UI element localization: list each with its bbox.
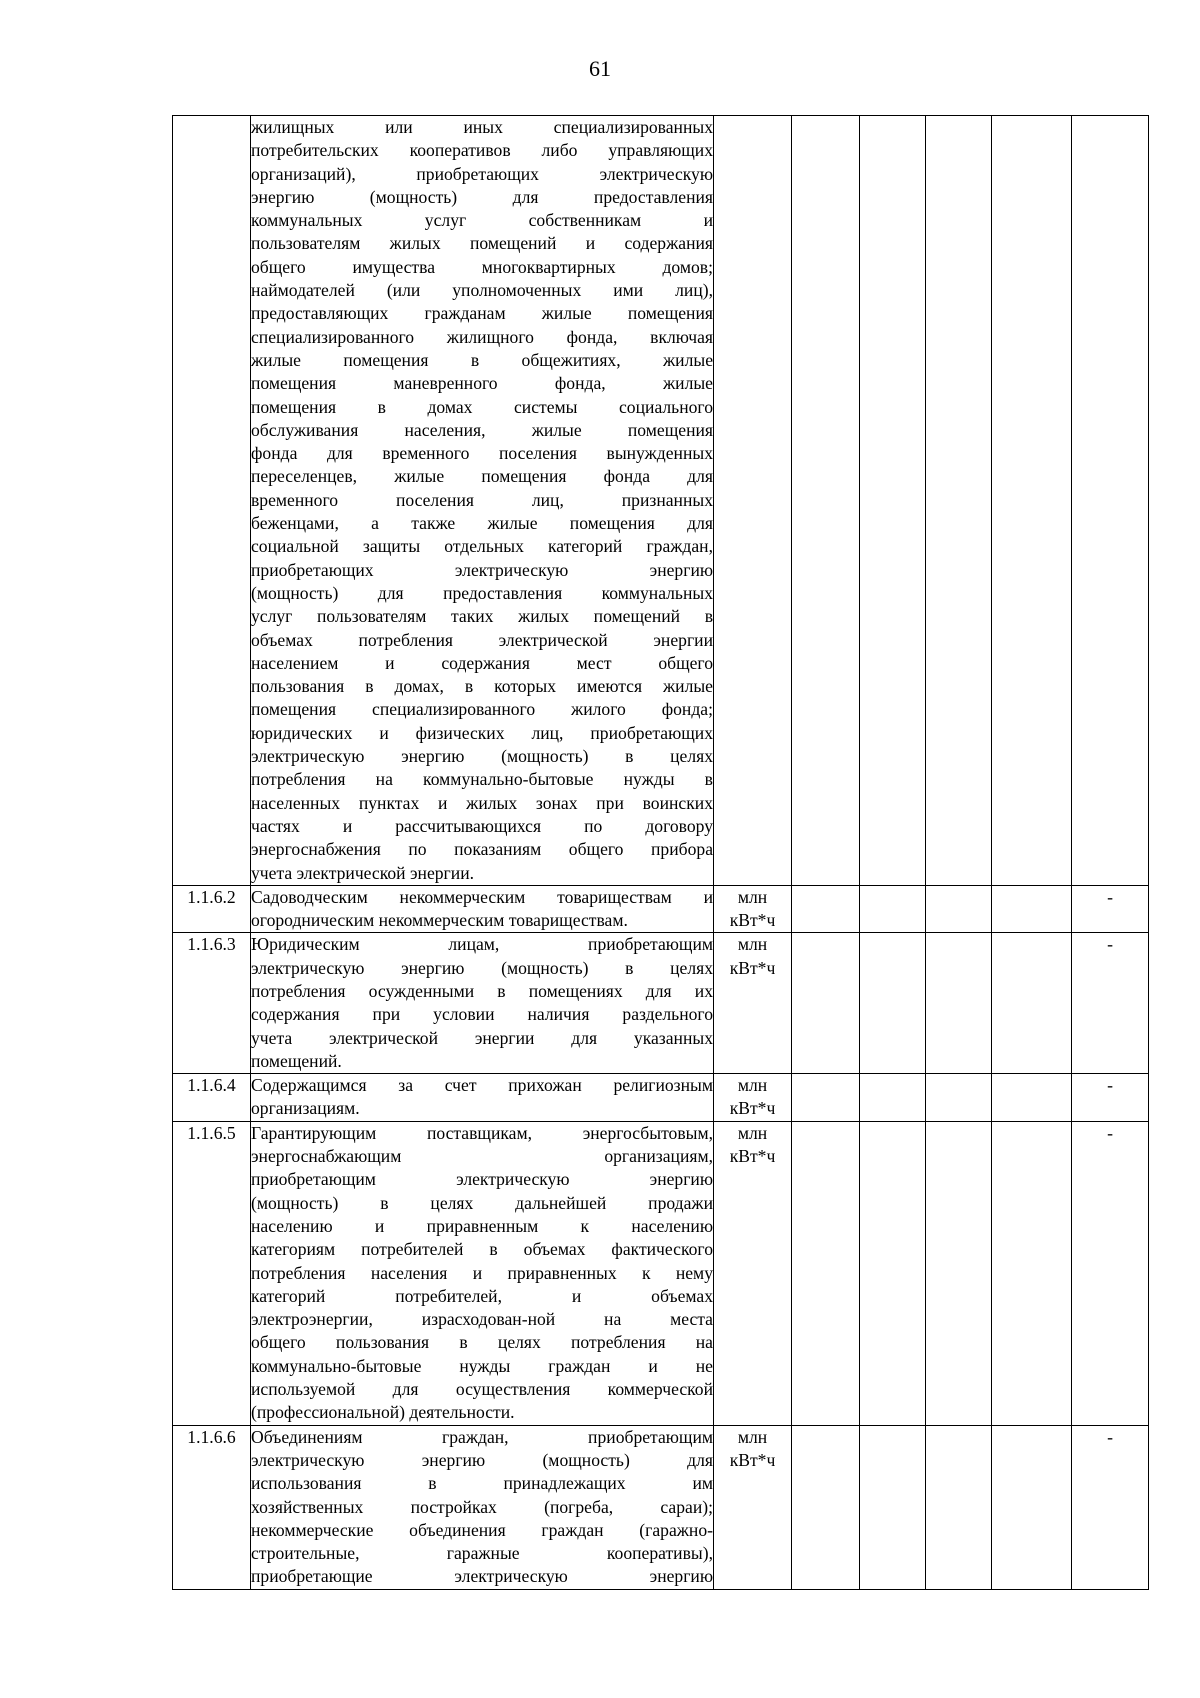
empty-cell	[860, 116, 926, 886]
description-line: строительные, гаражные кооперативы),	[251, 1543, 713, 1564]
empty-cell	[860, 1425, 926, 1589]
unit-line: кВт*ч	[729, 1449, 776, 1470]
description-line: Содержащимся за счет прихожан религиозным	[251, 1075, 713, 1096]
empty-cell	[792, 885, 860, 933]
table-row	[173, 885, 1149, 933]
description-line: переселенцев, жилые помещения фонда для	[251, 466, 713, 487]
description-line: (профессиональной) деятельности.	[251, 1402, 515, 1423]
description-line: Садоводческим некоммерческим товариществам и	[251, 886, 713, 907]
description-line: общего пользования в целях потребления на	[251, 1332, 713, 1353]
page-number: 61	[589, 56, 611, 81]
row-description	[251, 116, 714, 886]
description-line: энергию (мощность) для предоставления	[251, 186, 713, 207]
description-line: населением и содержания мест общего	[251, 652, 713, 673]
row-number	[173, 116, 251, 886]
description-line: использования в принадлежащих им	[251, 1473, 713, 1494]
description-line: потребления населения и приравненных к нему	[251, 1262, 713, 1283]
description-line: Юридическим лицам, приобретающим	[251, 934, 713, 955]
description-line: (мощность) в целях дальнейшей продажи	[251, 1192, 713, 1213]
description-line: приобретающие электрическую энергию	[251, 1566, 713, 1587]
description-line: помещения в домах системы социального	[251, 396, 713, 417]
description-line: учета электрической энергии.	[251, 862, 475, 883]
empty-cell	[792, 933, 860, 1074]
row-description	[251, 933, 714, 1074]
description-line: хозяйственных постройках (погреба, сараи);	[251, 1496, 713, 1517]
unit-line: млн	[737, 934, 768, 955]
empty-cell	[926, 885, 992, 933]
table-row	[173, 1425, 1149, 1589]
table-row	[173, 1074, 1149, 1122]
description-line: приобретающим электрическую энергию	[251, 1169, 713, 1190]
empty-cell	[926, 1425, 992, 1589]
description-line: пользования в домах, в которых имеются жилые	[251, 676, 713, 697]
description-line: категориям потребителей в объемах фактического	[251, 1239, 713, 1260]
row-unit	[714, 116, 792, 886]
description-line: помещений.	[251, 1050, 342, 1071]
row-value: -	[1072, 1425, 1149, 1589]
empty-cell	[792, 1074, 860, 1122]
description-line: потребления осужденными в помещениях для их	[251, 980, 713, 1001]
row-description	[251, 1425, 714, 1589]
row-unit	[714, 1425, 792, 1589]
empty-cell	[926, 1074, 992, 1122]
table-row	[173, 116, 1149, 886]
row-number: 1.1.6.5	[173, 1121, 251, 1425]
description-line: помещения специализированного жилого фонда;	[251, 699, 713, 720]
empty-cell	[792, 1425, 860, 1589]
empty-cell	[992, 885, 1072, 933]
empty-cell	[992, 116, 1072, 886]
description-line: электроэнергии, израсходован-ной на места	[251, 1309, 713, 1330]
row-unit	[714, 933, 792, 1074]
empty-cell	[860, 1074, 926, 1122]
unit-line: кВт*ч	[729, 957, 776, 978]
description-line: юридических и физических лиц, приобретающих	[251, 722, 713, 743]
empty-cell	[926, 1121, 992, 1425]
description-line: частях и рассчитывающихся по договору	[251, 815, 713, 836]
row-unit	[714, 1121, 792, 1425]
description-line: коммунально-бытовые нужды граждан и не	[251, 1355, 713, 1376]
description-line: коммунальных услуг собственникам и	[251, 210, 713, 231]
description-line: беженцами, а также жилые помещения для	[251, 513, 713, 534]
unit-line: кВт*ч	[729, 1098, 776, 1119]
description-line: содержания при условии наличия раздельного	[251, 1004, 713, 1025]
description-line: категорий потребителей, и объемах	[251, 1285, 713, 1306]
row-number: 1.1.6.6	[173, 1425, 251, 1589]
description-line: наймодателей (или уполномоченных ими лиц),	[251, 280, 713, 301]
table-row	[173, 1121, 1149, 1425]
description-line: жилые помещения в общежитиях, жилые	[251, 349, 713, 370]
description-line: электрическую энергию (мощность) в целях	[251, 746, 713, 767]
empty-cell	[860, 885, 926, 933]
row-description	[251, 1074, 714, 1122]
description-line: некоммерческие объединения граждан (гаражно-	[251, 1519, 713, 1540]
description-line: Гарантирующим поставщикам, энергосбытовым,	[251, 1122, 713, 1143]
description-line: потребительских кооперативов либо управляющих	[251, 140, 713, 161]
description-line: пользователям жилых помещений и содержания	[251, 233, 713, 254]
row-description	[251, 1121, 714, 1425]
empty-cell	[992, 933, 1072, 1074]
row-description	[251, 885, 714, 933]
row-value	[1072, 116, 1149, 886]
tariff-table	[172, 115, 1149, 1590]
unit-line: млн	[737, 886, 768, 907]
description-line: населению и приравненным к населению	[251, 1215, 713, 1236]
description-line: жилищных или иных специализированных	[251, 117, 713, 137]
row-number: 1.1.6.2	[173, 885, 251, 933]
description-line: энергоснабжающим организациям,	[251, 1146, 713, 1167]
empty-cell	[992, 1074, 1072, 1122]
description-line: электрическую энергию (мощность) в целях	[251, 957, 713, 978]
description-line: населенных пунктах и жилых зонах при воинских	[251, 792, 713, 813]
description-line: обслуживания населения, жилые помещения	[251, 419, 713, 440]
unit-line: млн	[737, 1122, 768, 1143]
table-row	[173, 933, 1149, 1074]
row-number: 1.1.6.3	[173, 933, 251, 1074]
row-value: -	[1072, 1121, 1149, 1425]
description-line: специализированного жилищного фонда, включая	[251, 326, 713, 347]
description-line: приобретающих электрическую энергию	[251, 559, 713, 580]
description-line: помещения маневренного фонда, жилые	[251, 373, 713, 394]
description-line: предоставляющих гражданам жилые помещения	[251, 303, 713, 324]
unit-line: млн	[737, 1426, 768, 1447]
description-line: объемах потребления электрической энергии	[251, 629, 713, 650]
description-line: энергоснабжения по показаниям общего прибора	[251, 839, 713, 860]
empty-cell	[792, 1121, 860, 1425]
row-value: -	[1072, 933, 1149, 1074]
row-value: -	[1072, 1074, 1149, 1122]
description-line: услуг пользователям таких жилых помещений в	[251, 606, 713, 627]
table-body	[173, 116, 1149, 1590]
description-line: используемой для осуществления коммерческой	[251, 1379, 713, 1400]
empty-cell	[860, 1121, 926, 1425]
row-value: -	[1072, 885, 1149, 933]
unit-line: кВт*ч	[729, 1146, 776, 1167]
description-line: Объединениям граждан, приобретающим	[251, 1426, 713, 1447]
description-line: огородническим некоммерческим товариществам.	[251, 910, 628, 931]
description-line: учета электрической энергии для указанных	[251, 1027, 713, 1048]
empty-cell	[860, 933, 926, 1074]
empty-cell	[992, 1121, 1072, 1425]
unit-line: кВт*ч	[729, 910, 776, 931]
unit-line: млн	[737, 1075, 768, 1096]
empty-cell	[792, 116, 860, 886]
description-line: временного поселения лиц, признанных	[251, 489, 713, 510]
description-line: организациям.	[251, 1098, 360, 1119]
description-line: электрическую энергию (мощность) для	[251, 1449, 713, 1470]
description-line: фонда для временного поселения вынужденных	[251, 443, 713, 464]
description-line: социальной защиты отдельных категорий граждан,	[251, 536, 713, 557]
row-number: 1.1.6.4	[173, 1074, 251, 1122]
description-line: общего имущества многоквартирных домов;	[251, 256, 713, 277]
description-line: (мощность) для предоставления коммунальных	[251, 582, 713, 603]
row-unit	[714, 885, 792, 933]
empty-cell	[992, 1425, 1072, 1589]
description-line: организаций), приобретающих электрическую	[251, 163, 713, 184]
row-unit	[714, 1074, 792, 1122]
empty-cell	[926, 933, 992, 1074]
empty-cell	[926, 116, 992, 886]
description-line: потребления на коммунально-бытовые нужды в	[251, 769, 713, 790]
